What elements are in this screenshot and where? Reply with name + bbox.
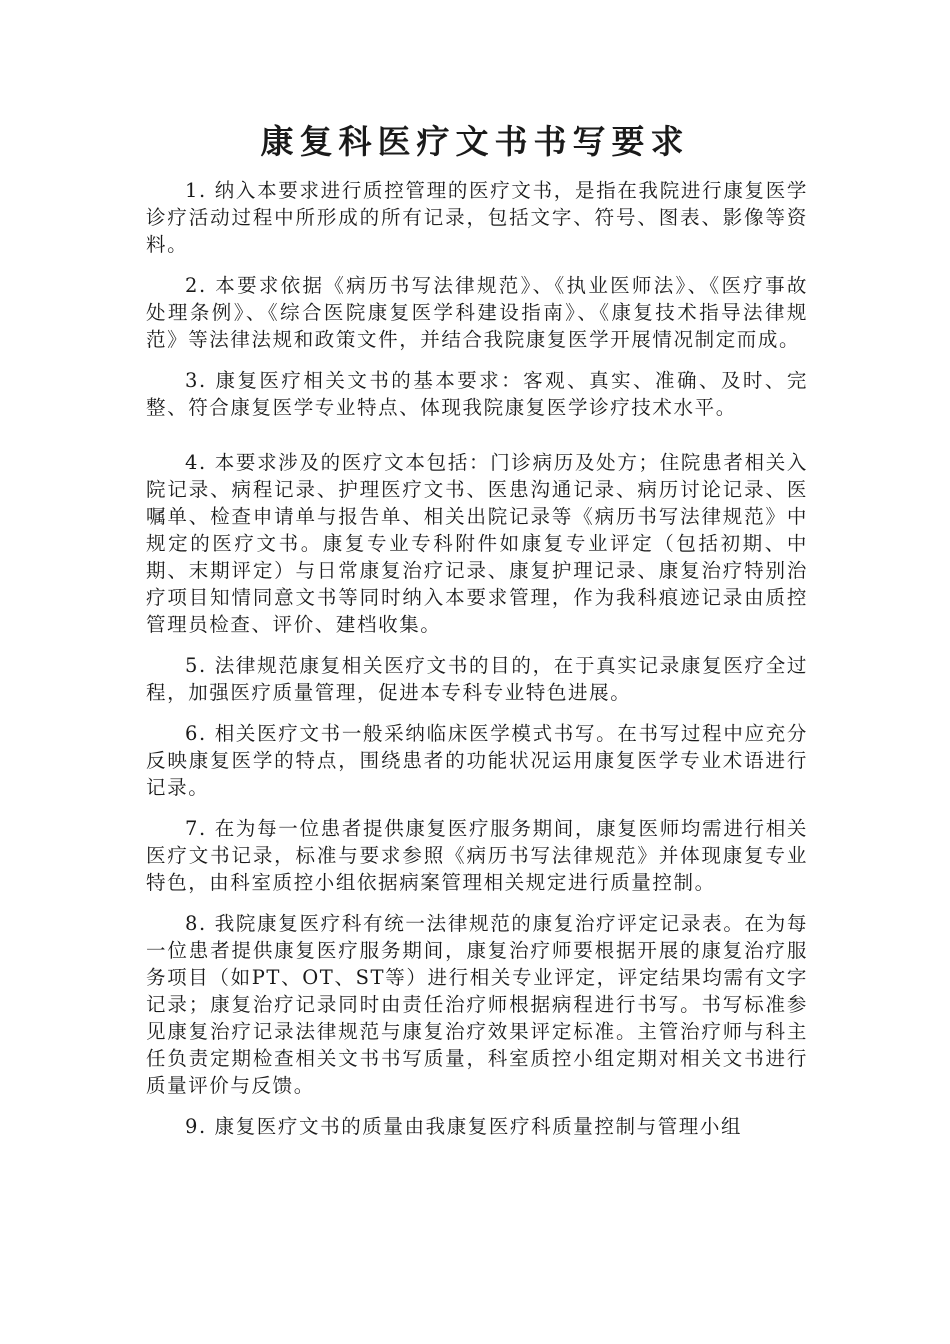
paragraph-8: 8. 我院康复医疗科有统一法律规范的康复治疗评定记录表。在为每一位患者提供康复医疗服务期间，康复治疗师要根据开展的康复治疗服务项目（如PT、OT、ST等）进行相关专业评定，评定结果均需有文字记录；康复治疗记录同时由责任治疗师根据病程进行书写。书写标准参见康复治疗记录法律规范与康复治疗效果评定标准。主管治疗师与科主任负责定期检查相关文书书写质量，科室质控小组定期对相关文书进行质量评价与反馈。 [146,912,808,1097]
paragraph-5: 5. 法律规范康复相关医疗文书的目的，在于真实记录康复医疗全过程，加强医疗质量管理，促进本专科专业特色进展。 [146,654,808,704]
paragraph-4: 4. 本要求涉及的医疗文本包括：门诊病历及处方；住院患者相关入院记录、病程记录、护理医疗文书、医患沟通记录、病历讨论记录、医嘱单、检查申请单与报告单、相关出院记录等《病历书写法律规范》中规定的医疗文书。康复专业专科附件如康复专业评定（包括初期、中期、末期评定）与日常康复治疗记录、康复护理记录、康复治疗特别治疗项目知情同意文书等同时纳入本要求管理，作为我科痕迹记录由质控管理员检查、评价、建档收集。 [146,451,808,636]
document-title: 康复科医疗文书书写要求 [260,122,690,161]
paragraph-9: 9. 康复医疗文书的质量由我康复医疗科质量控制与管理小组 [185,1115,743,1138]
paragraph-3: 3. 康复医疗相关文书的基本要求：客观、真实、准确、及时、完整、符合康复医学专业特点、体现我院康复医学诊疗技术水平。 [146,369,808,419]
paragraph-7: 7. 在为每一位患者提供康复医疗服务期间，康复医师均需进行相关医疗文书记录，标准与要求参照《病历书写法律规范》并体现康复专业特色，由科室质控小组依据病案管理相关规定进行质量控制。 [146,817,808,894]
paragraph-1: 1. 纳入本要求进行质控管理的医疗文书，是指在我院进行康复医学诊疗活动过程中所形成的所有记录，包括文字、符号、图表、影像等资料。 [146,179,808,256]
paragraph-6: 6. 相关医疗文书一般采纳临床医学模式书写。在书写过程中应充分反映康复医学的特点，围绕患者的功能状况运用康复医学专业术语进行记录。 [146,722,808,799]
paragraph-2: 2. 本要求依据《病历书写法律规范》、《执业医师法》、《医疗事故处理条例》、《综合医院康复医学科建设指南》、《康复技术指导法律规范》等法律法规和政策文件，并结合我院康复医学开展情况制定而成。 [146,274,808,351]
document-body [146,177,808,1154]
